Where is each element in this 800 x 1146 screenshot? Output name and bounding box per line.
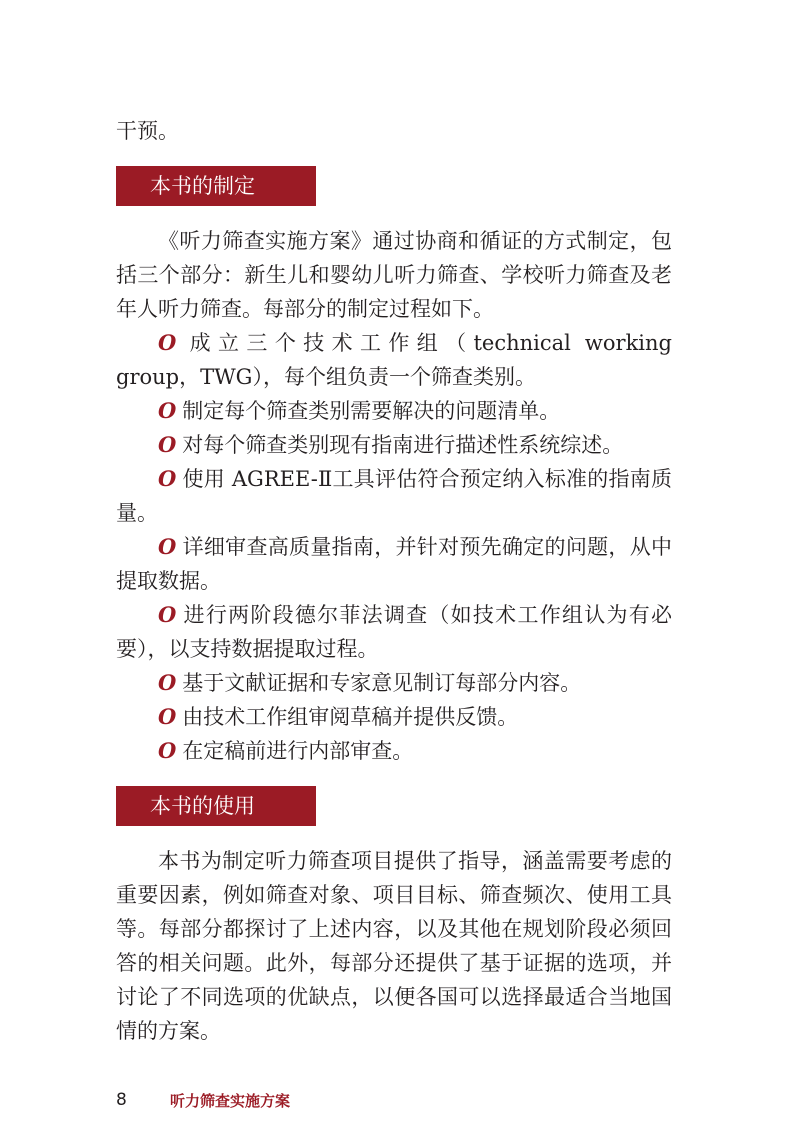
list-item-text: 对每个筛查类别现有指南进行描述性系统综述。 (182, 433, 624, 457)
list-item (116, 700, 672, 734)
formulation-bullet-list (116, 326, 672, 768)
list-item (116, 428, 672, 462)
list-item (116, 394, 672, 428)
bullet-icon: O (158, 704, 177, 729)
bullet-icon: O (158, 738, 177, 763)
list-item-text: 制定每个筛查类别需要解决的问题清单。 (182, 399, 561, 423)
section-header-usage: 本书的使用 (116, 786, 316, 826)
list-item (116, 666, 672, 700)
page-content (116, 112, 672, 1048)
list-item (116, 462, 672, 530)
list-item-text: 进行两阶段德尔菲法调查（如技术工作组认为有必要），以支持数据提取过程。 (116, 603, 672, 661)
bullet-icon: O (158, 466, 177, 491)
list-item (116, 326, 672, 394)
list-item-text: 基于文献证据和专家意见制订每部分内容。 (182, 671, 582, 695)
bullet-icon: O (158, 330, 177, 355)
list-item-text: 使用 AGREE-Ⅱ工具评估符合预定纳入标准的指南质量。 (116, 467, 672, 525)
intro-tail-text: 干预。 (116, 119, 179, 143)
page-footer (116, 1086, 290, 1114)
list-item-text: 详细审查高质量指南，并针对预先确定的问题，从中提取数据。 (116, 535, 672, 593)
bullet-icon: O (158, 432, 177, 457)
list-item-text: 成立三个技术工作组（technical working group，TWG），每个组负责一个筛查类别。 (116, 331, 672, 389)
list-item (116, 598, 672, 666)
formulation-paragraph: 《听力筛查实施方案》通过协商和循证的方式制定，包括三个部分：新生儿和婴幼儿听力筛查、学校听力筛查及老年人听力筛查。每部分的制定过程如下。 (116, 229, 672, 321)
list-item (116, 734, 672, 768)
bullet-icon: O (158, 534, 177, 559)
list-item (116, 530, 672, 598)
running-title: 听力筛查实施方案 (170, 1091, 291, 1110)
bullet-icon: O (158, 670, 177, 695)
bullet-icon: O (158, 602, 177, 627)
section-header-formulation: 本书的制定 (116, 166, 316, 206)
page-number: 8 (116, 1090, 127, 1110)
list-item-text: 在定稿前进行内部审查。 (182, 739, 414, 763)
usage-paragraph: 本书为制定听力筛查项目提供了指导，涵盖需要考虑的重要因素，例如筛查对象、项目目标、筛查频次、使用工具等。每部分都探讨了上述内容，以及其他在规划阶段必须回答的相关问题。此外，每部分还提供了基于证据的选项，并讨论了不同选项的优缺点，以便各国可以选择最适合当地国情的方案。 (116, 849, 672, 1043)
list-item-text: 由技术工作组审阅草稿并提供反馈。 (182, 705, 519, 729)
bullet-icon: O (158, 398, 177, 423)
